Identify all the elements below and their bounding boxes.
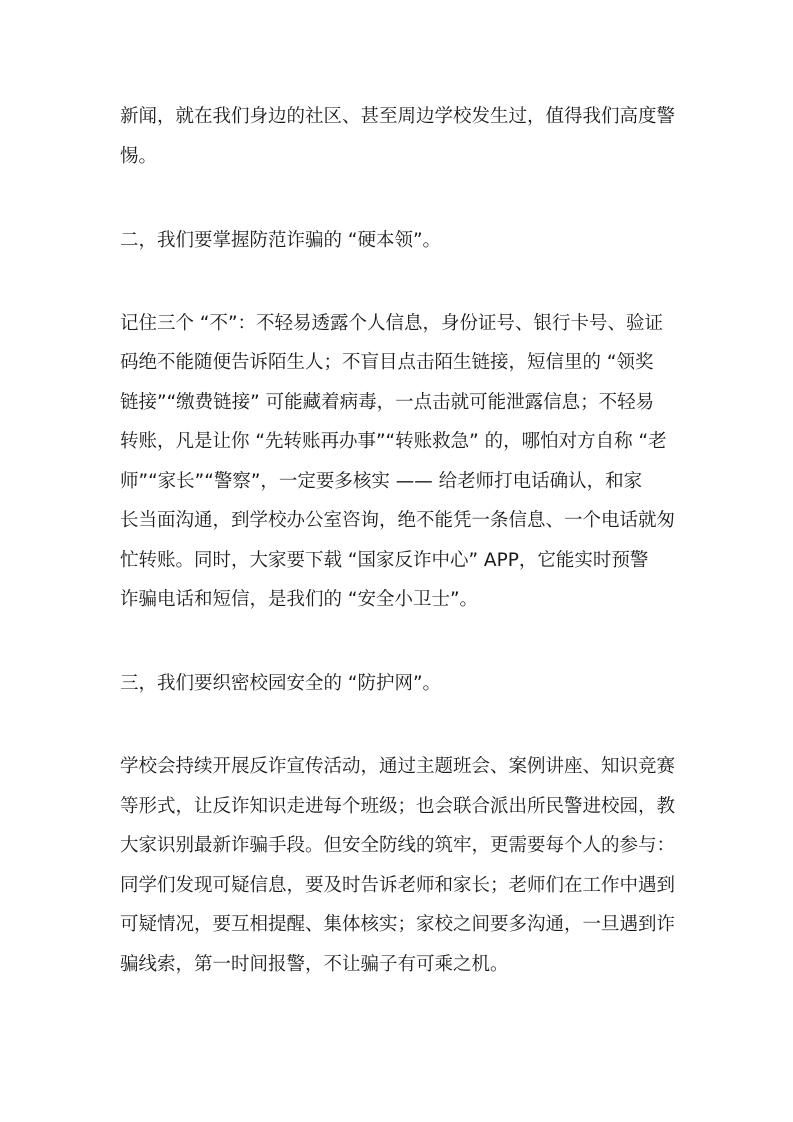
- text-line-6: 链接”“缴费链接” 可能藏着病毒，一点击就可能泄露信息；不轻易: [120, 392, 655, 413]
- text-line-17: 可疑情况，要互相提醒、集体核实；家校之间要多沟通，一旦遇到诈: [120, 914, 676, 935]
- text-line-1: 新闻，就在我们身边的社区、甚至周边学校发生过，值得我们高度警: [120, 106, 676, 127]
- text-line-13: 学校会持续开展反诈宣传活动，通过主题班会、案例讲座、知识竞赛: [120, 756, 676, 777]
- text-line-16: 同学们发现可疑信息，要及时告诉老师和家长；老师们在工作中遇到: [120, 875, 676, 896]
- text-line-8: 师”“家长”“警察”，一定要多核实 —— 给老师打电话确认，和家: [120, 471, 643, 492]
- text-line-5: 码绝不能随便告诉陌生人；不盲目点击陌生链接，短信里的 “领奖: [120, 352, 654, 373]
- section-heading-3: 三，我们要织密校园安全的 “防护网”。: [120, 673, 442, 694]
- text-line-10: 忙转账。同时，大家要下载 “国家反诈中心” APP，它能实时预警: [120, 550, 649, 571]
- section-heading-2: 二，我们要掌握防范诈骗的 “硬本领”。: [120, 230, 442, 251]
- text-line-2: 惕。: [120, 146, 158, 167]
- text-line-7: 转账，凡是让你 “先转账再办事”“转账救急” 的，哪怕对方自称 “老: [120, 431, 667, 452]
- text-line-18: 骗线索，第一时间报警，不让骗子有可乘之机。: [120, 954, 509, 975]
- text-line-15: 大家识别最新诈骗手段。但安全防线的筑牢，更需要每个人的参与：: [120, 835, 676, 856]
- text-line-4: 记住三个 “不”：不轻易透露个人信息，身份证号、银行卡号、验证: [120, 313, 664, 334]
- text-line-9: 长当面沟通，到学校办公室咨询，绝不能凭一条信息、一个电话就匆: [120, 510, 676, 531]
- text-line-11: 诈骗电话和短信，是我们的 “安全小卫士”。: [120, 589, 479, 610]
- text-line-14: 等形式，让反诈知识走进每个班级；也会联合派出所民警进校园，教: [120, 796, 676, 817]
